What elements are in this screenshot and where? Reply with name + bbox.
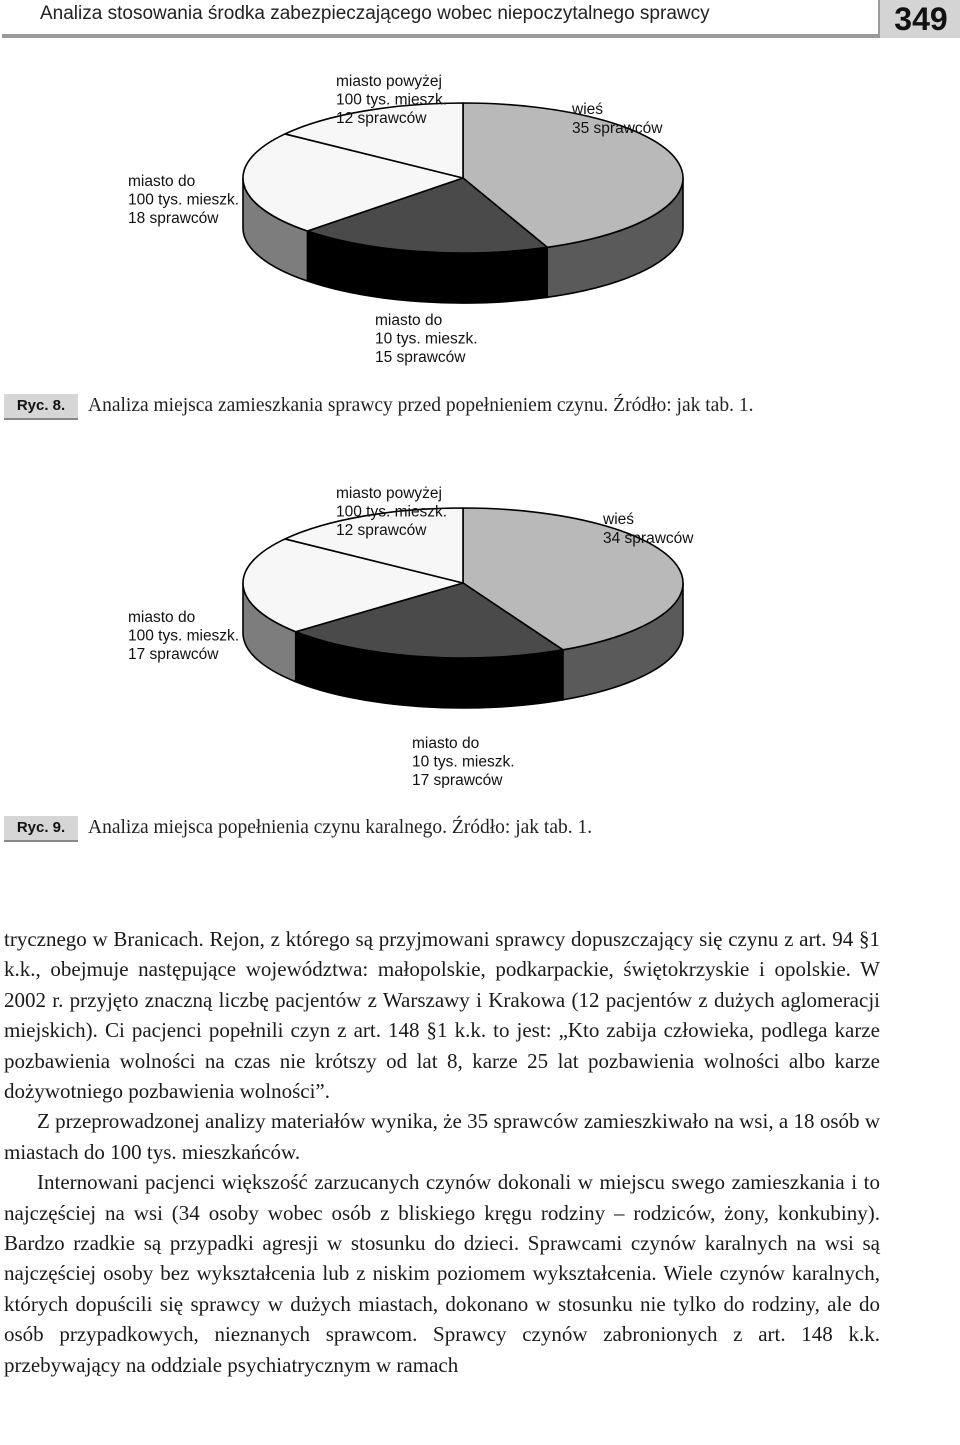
label-city-under-100k [128, 609, 243, 663]
label-line: 100 tys. mieszk. [336, 91, 448, 109]
figure-caption-ryc-8 [0, 394, 960, 428]
label-line: 17 sprawców [412, 772, 503, 788]
paragraph: Z przeprowadzonej analizy materiałów wynika, że 35 sprawców zamieszkiwało na wsi, a 18 osób w miastach do 100 tys. mieszkańców. [4, 1109, 880, 1164]
label-line: 100 tys. mieszk. [336, 503, 448, 521]
paragraph: trycznego w Branicach. Rejon, z którego są przyjmowani sprawcy dopuszczający się czynu z art. 94 §1 k.k., obejmuje następujące województwa: małopolskie, podkarpackie, świętokrzyskie i opolskie. W 2002 r. przyjęto znaczną liczbę pacjentów z Warszawy i Krakowa (12 pacjentów z dużych aglomeracji miejskich). Ci pacjenci popełnili czyn z art. 148 §1 k.k. to jest: „Kto zabija człowieka, podlega karze pozbawienia wolności na czas nie krótszy od lat 8, karze 25 lat pozbawienia wolności albo karze dożywotniego pozbawienia wolności”. [4, 927, 880, 1104]
page-number: 349 [878, 0, 960, 38]
running-header [0, 0, 960, 40]
caption-tag: Ryc. 9. [4, 816, 78, 842]
label-line: miasto powyżej [336, 73, 442, 90]
label-line: 17 sprawców [128, 646, 219, 663]
label-line: 10 tys. mieszk. [412, 753, 515, 771]
pie-chart-ryc-9 [0, 478, 960, 788]
label-line: 15 sprawców [375, 349, 466, 366]
body-text [4, 924, 880, 1380]
label-line: miasto do [128, 609, 196, 626]
label-line: 100 tys. mieszk. [128, 627, 240, 645]
caption-text: Analiza miejsca zamieszkania sprawcy przed popełnieniem czynu. Źródło: jak tab. 1. [88, 395, 754, 416]
label-line: wieś [572, 101, 604, 118]
label-line: 12 sprawców [336, 522, 427, 539]
label-line: miasto do [128, 173, 196, 190]
caption-tag: Ryc. 8. [4, 394, 78, 420]
figure-caption-ryc-9 [0, 816, 960, 850]
label-line: 35 sprawców [572, 120, 663, 137]
label-line: wieś [603, 511, 635, 528]
paragraph: Internowani pacjenci większość zarzucanych czynów dokonali w miejscu swego zamieszkania i to najczęściej na wsi (34 osoby wobec osób z bliskiego kręgu rodziny – rodziców, żony, konkubiny). Bardzo rzadkie są przypadki agresji w stosunku do dzieci. Sprawcami czynów karalnych na wsi są najczęściej osoby bez wykształcenia lub z niskim poziomem wykształcenia. Wiele czynów karalnych, których dopuścili się sprawcy w dużych miastach, dokonano w stosunku nie tylko do rodziny, ale do osób przypadkowych, nieznanych sprawcom. Sprawcy czynów zabronionych z art. 148 k.k. przebywający na oddziale psychiatrycznym w ramach [4, 1170, 880, 1377]
label-line: 10 tys. mieszk. [375, 330, 478, 348]
pie-chart-ryc-8 [0, 60, 960, 370]
label-city-under-10k [412, 735, 519, 788]
label-line: 18 sprawców [128, 210, 219, 227]
label-city-under-100k [128, 173, 243, 227]
label-line: 100 tys. mieszk. [128, 191, 240, 209]
label-line: 12 sprawców [336, 110, 427, 127]
running-header-title: Analiza stosowania środka zabezpieczającego wobec niepoczytalnego sprawcy [40, 3, 710, 24]
header-rule [2, 34, 878, 38]
label-line: 34 sprawców [603, 530, 694, 547]
label-line: miasto do [375, 312, 443, 329]
label-line: miasto powyżej [336, 485, 442, 502]
caption-text: Analiza miejsca popełnienia czynu karalnego. Źródło: jak tab. 1. [88, 817, 593, 838]
label-city-under-10k [375, 312, 482, 366]
label-line: miasto do [412, 735, 480, 752]
